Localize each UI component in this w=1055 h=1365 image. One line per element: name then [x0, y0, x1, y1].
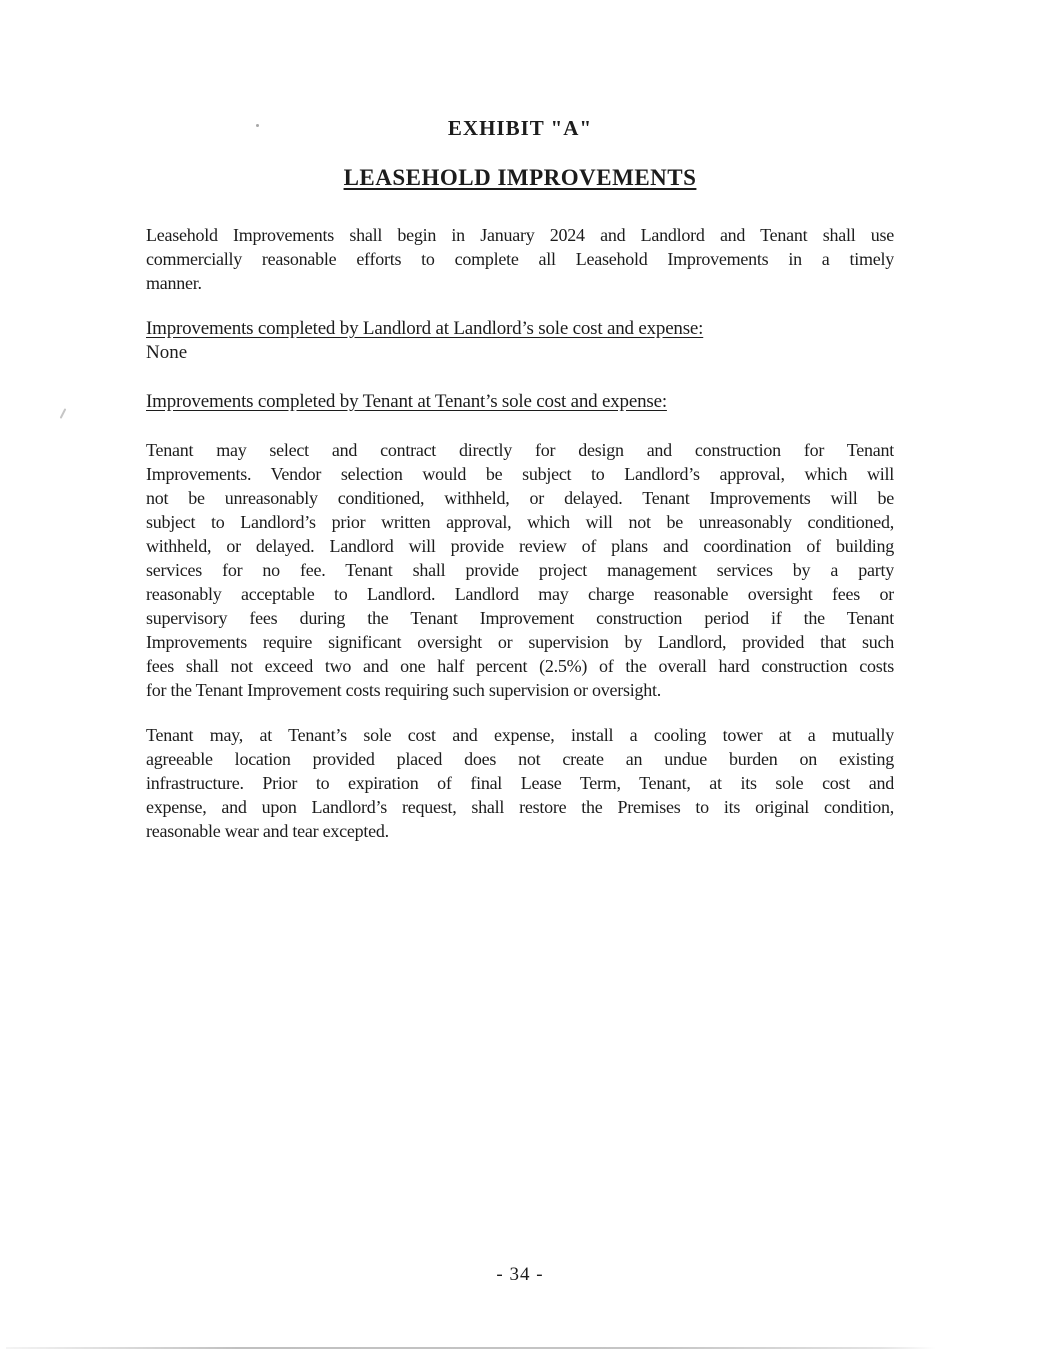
text-line: manner. — [146, 273, 202, 293]
text-line: fees shall not exceed two and one half percent (2.5%) of the overall hard construction costs — [146, 656, 894, 676]
exhibit-label: EXHIBIT "A" — [447, 116, 593, 140]
text-line: expense, and upon Landlord’s request, shall restore the Premises to its original condition, — [146, 797, 894, 817]
text-line: reasonably acceptable to Landlord. Landlord may charge reasonable oversight fees or — [146, 584, 894, 604]
text-line: Improvements. Vendor selection would be subject to Landlord’s approval, which will — [146, 464, 894, 484]
text-line: for the Tenant Improvement costs requiring such supervision or oversight. — [146, 680, 662, 700]
text-line: supervisory fees during the Tenant Improvement construction period if the Tenant — [146, 608, 894, 628]
text-line: agreeable location provided placed does not create an undue burden on existing — [146, 749, 894, 769]
document-content — [146, 0, 894, 843]
page-number: - 34 - — [496, 1264, 544, 1285]
text-line: commercially reasonable efforts to complete all Leasehold Improvements in a timely — [146, 249, 894, 269]
text-line: reasonable wear and tear excepted. — [146, 821, 389, 841]
text-line: Tenant may select and contract directly for design and construction for Tenant — [146, 440, 894, 460]
text-line: Leasehold Improvements shall begin in January 2024 and Landlord and Tenant shall use — [146, 225, 894, 245]
text-line: infrastructure. Prior to expiration of final Lease Term, Tenant, at its sole cost and — [146, 773, 894, 793]
scan-edge-line — [6, 1347, 936, 1349]
text-line: not be unreasonably conditioned, withheld, or delayed. Tenant Improvements will be — [146, 488, 894, 508]
landlord-improvements-body: None — [146, 342, 188, 363]
text-line: withheld, or delayed. Landlord will provide review of plans and coordination of building — [146, 536, 894, 556]
tenant-improvements-paragraph-1 — [146, 438, 894, 702]
text-line: Tenant may, at Tenant’s sole cost and expense, install a cooling tower at a mutually — [146, 725, 894, 745]
document-title: LEASEHOLD IMPROVEMENTS — [343, 165, 697, 190]
tenant-improvements-heading: Improvements completed by Tenant at Tenant’s sole cost and expense: — [146, 391, 667, 412]
landlord-improvements-heading: Improvements completed by Landlord at Landlord’s sole cost and expense: — [146, 318, 704, 339]
text-line: services for no fee. Tenant shall provide project management services by a party — [146, 560, 894, 580]
scan-margin-mark — [60, 408, 67, 419]
text-line: Improvements require significant oversight or supervision by Landlord, provided that such — [146, 632, 894, 652]
text-line: subject to Landlord’s prior written approval, which will not be unreasonably conditioned, — [146, 512, 894, 532]
tenant-improvements-paragraph-2 — [146, 723, 894, 843]
intro-paragraph — [146, 223, 894, 295]
